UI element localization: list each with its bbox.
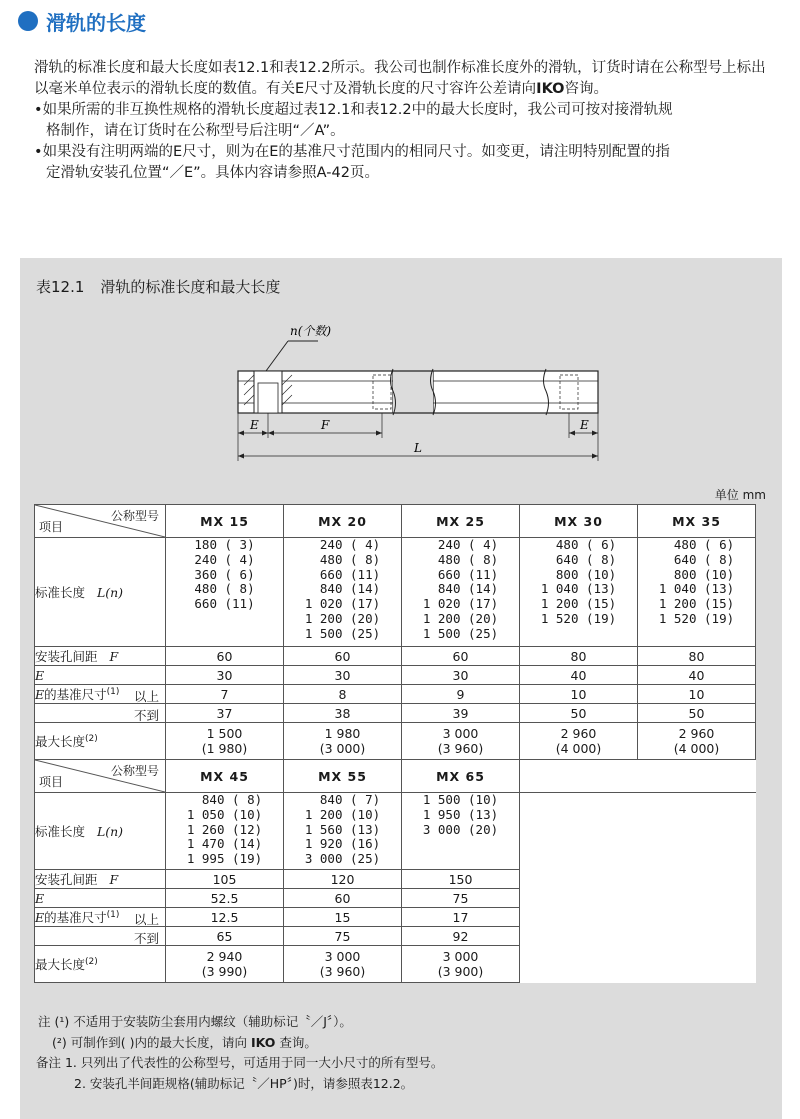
std-length-value: 1 520 (19) (540, 610, 617, 626)
e-ref-max-cell: 37 (166, 704, 284, 723)
table-row (35, 927, 756, 946)
intro-paragraph (34, 58, 774, 100)
empty-cell (520, 793, 638, 870)
e-ref-symbol: E (35, 910, 45, 925)
e-value-cell: 30 (402, 666, 520, 685)
e-ref-max-cell: 92 (402, 927, 520, 946)
row-label-max-length (35, 723, 166, 760)
max-length-cell (638, 723, 756, 760)
e-ref-min-label: 以上 (133, 912, 159, 927)
max-length-extended: (1 980) (201, 741, 248, 756)
spec-table (34, 504, 756, 983)
std-length-value: 800 (10) (658, 566, 735, 582)
max-length-extended: (4 000) (673, 741, 720, 756)
bullet-2-line-1: 如果没有注明两端的E尺寸，则为在E的基准尺寸范围内的相同尺寸。如变更，请注明特别配置的指 (42, 144, 670, 160)
std-length-value: 240 ( 4) (194, 551, 255, 567)
std-length-cell (402, 538, 520, 647)
row-label-hole-pitch (35, 647, 166, 666)
e-ref-min-cell: 17 (402, 908, 520, 927)
table-row (35, 723, 756, 760)
hole-pitch-cell: 60 (402, 647, 520, 666)
table-row (35, 889, 756, 908)
e-ref-min-cell: 10 (638, 685, 756, 704)
e-ref-min-cell: 9 (402, 685, 520, 704)
std-length-value: 360 ( 6) (194, 566, 255, 582)
max-length-cell (402, 946, 520, 983)
std-length-value: 180 ( 3) (194, 537, 255, 552)
std-length-symbol: L(n) (96, 824, 124, 839)
e-ref-max-cell: 50 (638, 704, 756, 723)
table-header-row (35, 760, 756, 793)
note-2-end: 查询。 (279, 1034, 317, 1050)
bullet-1 (34, 100, 774, 121)
std-length-value: 1 920 (16) (304, 836, 381, 852)
e-ref-min-cell: 7 (166, 685, 284, 704)
model-name-cell: MX 25 (402, 505, 520, 538)
max-length-value: 1 500 (206, 726, 243, 741)
note-2-text: (²) 可制作到( )内的最大长度，请向 (52, 1034, 247, 1050)
max-length-cell (520, 723, 638, 760)
e-ref-note: (1) (106, 686, 120, 697)
max-length-label: 最大长度 (35, 957, 86, 972)
std-length-value: 1 200 (15) (540, 596, 617, 612)
intro-para-end: 咨询。 (564, 81, 608, 97)
empty-cell (520, 927, 638, 946)
note-2 (38, 1033, 443, 1054)
table-row (35, 704, 756, 723)
bullet-2-cont (34, 163, 774, 184)
note-1: 注 (¹) 不适用于安装防尘套用内螺纹（辅助标记〝／J〞）。 (38, 1014, 352, 1029)
bullet-2 (34, 142, 774, 163)
std-length-value: 640 ( 8) (540, 551, 617, 567)
table-row (35, 538, 756, 647)
item-header-label: 项目 (39, 520, 64, 534)
std-length-cell (284, 793, 402, 870)
table-row (35, 946, 756, 983)
bullet-2-line-2: 定滑轨安装孔位置“／E”。具体内容请参照A-42页。 (46, 165, 379, 181)
table-row (35, 666, 756, 685)
e-value-cell: 75 (402, 889, 520, 908)
max-length-extended: (3 960) (437, 741, 484, 756)
e-ref-max-cell: 65 (166, 927, 284, 946)
std-length-value: 1 260 (12) (186, 821, 263, 837)
bullet-1-cont (34, 121, 774, 142)
row-label-e-value (35, 666, 166, 685)
e-ref-label: 的基准尺寸 (44, 687, 107, 702)
std-length-value: 480 ( 8) (422, 551, 499, 567)
n-label: n(个数) (290, 324, 332, 338)
bullet-dot-icon: • (34, 102, 43, 118)
hole-pitch-cell: 150 (402, 870, 520, 889)
e-value-cell: 40 (520, 666, 638, 685)
hole-pitch-cell: 120 (284, 870, 402, 889)
std-length-label: 标准长度 (35, 824, 86, 839)
std-length-value: 3 000 (25) (304, 851, 381, 867)
e-value-symbol: E (35, 890, 45, 906)
empty-cell (638, 908, 756, 927)
empty-cell (520, 946, 638, 983)
e-ref-min-cell: 8 (284, 685, 402, 704)
row-label-e-ref-max (35, 704, 166, 723)
std-length-value: 1 200 (15) (658, 596, 735, 612)
max-length-note: (2) (85, 733, 98, 744)
empty-cell (520, 908, 638, 927)
e-ref-label: 的基准尺寸 (44, 910, 107, 925)
empty-cell (638, 927, 756, 946)
table-title-text: 滑轨的标准长度和最大长度 (100, 278, 281, 296)
hole-pitch-label: 安装孔间距 (35, 649, 98, 664)
table-header-row (35, 505, 756, 538)
table-row (35, 647, 756, 666)
std-length-cell (166, 793, 284, 870)
max-length-extended: (4 000) (555, 741, 602, 756)
row-label-e-value (35, 889, 166, 908)
std-length-value: 480 ( 6) (540, 537, 617, 552)
std-length-value: 1 500 (25) (304, 625, 381, 641)
model-header-label: 公称型号 (110, 509, 159, 523)
hole-pitch-cell: 80 (638, 647, 756, 666)
iko-brand: IKO (536, 81, 565, 97)
model-name-cell: MX 65 (402, 760, 520, 793)
std-length-value: 840 ( 7) (304, 792, 381, 807)
max-length-extended: (3 000) (319, 741, 366, 756)
l-label: L (414, 441, 422, 455)
std-length-value: 840 (14) (422, 581, 499, 597)
std-length-value: 1 500 (25) (422, 625, 499, 641)
max-length-cell (166, 723, 284, 760)
hole-pitch-cell: 80 (520, 647, 638, 666)
std-length-value: 1 995 (19) (186, 851, 263, 867)
rail-diagram (218, 313, 608, 463)
max-length-extended: (3 990) (201, 964, 248, 979)
e-value-cell: 40 (638, 666, 756, 685)
e-ref-max-cell: 50 (520, 704, 638, 723)
e-ref-symbol: E (35, 687, 45, 702)
std-length-value: 1 520 (19) (658, 610, 735, 626)
std-length-value: 1 950 (13) (422, 806, 499, 822)
intro-para-text: 滑轨的标准长度和最大长度如表12.1和表12.2所示。我公司也制作标准长度外的滑轨，订货时请在公称型号上标出以毫米单位表示的滑轨长度的数值。有关E尺寸及滑轨长度的尺寸容许公差请向 (34, 60, 766, 97)
e-ref-max-cell: 39 (402, 704, 520, 723)
max-length-cell (284, 946, 402, 983)
e-ref-min-label: 以上 (133, 689, 159, 704)
max-length-value: 3 000 (442, 949, 479, 964)
row-label-std-length (35, 793, 166, 870)
empty-cell (638, 946, 756, 983)
unit-label: 单位 mm (714, 488, 766, 502)
e-ref-max-cell: 38 (284, 704, 402, 723)
e-value-cell: 60 (284, 889, 402, 908)
e-right-label: E (580, 418, 589, 432)
table-row (35, 870, 756, 889)
std-length-value: 480 ( 8) (194, 581, 255, 597)
iko-brand: IKO (250, 1034, 276, 1050)
empty-cell (638, 870, 756, 889)
std-length-value: 240 ( 4) (304, 537, 381, 552)
e-ref-note: (1) (106, 909, 120, 920)
std-length-label: 标准长度 (35, 585, 86, 600)
max-length-extended: (3 960) (319, 964, 366, 979)
std-length-value: 840 ( 8) (186, 792, 263, 807)
hole-pitch-symbol: F (109, 872, 119, 887)
std-length-value: 1 200 (10) (304, 806, 381, 822)
hole-pitch-symbol: F (109, 649, 119, 664)
empty-cell (520, 870, 638, 889)
model-name-cell: MX 20 (284, 505, 402, 538)
std-length-value: 660 (11) (304, 566, 381, 582)
max-length-value: 2 960 (678, 726, 715, 741)
empty-cell (638, 889, 756, 908)
row-label-e-ref-max (35, 927, 166, 946)
std-length-value: 660 (11) (422, 566, 499, 582)
std-length-value: 1 500 (10) (422, 792, 499, 807)
e-ref-min-cell: 15 (284, 908, 402, 927)
f-label: F (321, 418, 330, 432)
row-label-e-ref-min (35, 908, 166, 927)
e-ref-max-label: 不到 (133, 931, 159, 946)
std-length-cell (166, 538, 284, 647)
std-length-value: 1 020 (17) (304, 596, 381, 612)
e-left-label: E (250, 418, 259, 432)
std-length-symbol: L(n) (96, 585, 124, 600)
model-header-label: 公称型号 (110, 764, 159, 778)
max-length-note: (2) (85, 956, 98, 967)
std-length-value: 1 020 (17) (422, 596, 499, 612)
model-name-cell: MX 15 (166, 505, 284, 538)
max-length-value: 3 000 (324, 949, 361, 964)
model-name-cell: MX 30 (520, 505, 638, 538)
table-title (36, 276, 280, 297)
std-length-value: 1 470 (14) (186, 836, 263, 852)
max-length-value: 3 000 (442, 726, 479, 741)
item-header-label: 项目 (39, 775, 64, 789)
table-row (35, 908, 756, 927)
max-length-cell (402, 723, 520, 760)
max-length-cell (284, 723, 402, 760)
e-ref-min-cell: 12.5 (166, 908, 284, 927)
empty-cell (638, 793, 756, 870)
intro-text (34, 58, 774, 184)
bullet-1-line-2: 格制作，请在订货时在公称型号后注明“／A”。 (46, 123, 345, 139)
hole-pitch-cell: 60 (166, 647, 284, 666)
std-length-value: 1 200 (20) (304, 610, 381, 626)
std-length-value: 240 ( 4) (422, 537, 499, 552)
std-length-value: 660 (11) (194, 596, 255, 612)
std-length-value: 1 040 (13) (540, 581, 617, 597)
header-corner-cell (35, 505, 166, 538)
std-length-cell (284, 538, 402, 647)
std-length-value: 3 000 (20) (422, 821, 499, 837)
std-length-cell (638, 538, 756, 647)
std-length-value: 800 (10) (540, 566, 617, 582)
empty-cell (520, 760, 638, 793)
model-name-cell: MX 35 (638, 505, 756, 538)
e-ref-max-label: 不到 (133, 708, 159, 723)
std-length-value: 1 200 (20) (422, 610, 499, 626)
remark-1: 备注 1. 只列出了代表性的公称型号，可适用于同一大小尺寸的所有型号。 (36, 1055, 444, 1070)
empty-cell (638, 760, 756, 793)
e-ref-min-cell: 10 (520, 685, 638, 704)
model-name-cell: MX 45 (166, 760, 284, 793)
table-row (35, 685, 756, 704)
row-label-e-ref-min (35, 685, 166, 704)
row-label-hole-pitch (35, 870, 166, 889)
bullet-1-line-1: 如果所需的非互换性规格的滑轨长度超过表12.1和表12.2中的最大长度时，我公司可按对接滑轨规 (42, 102, 673, 118)
hole-pitch-cell: 105 (166, 870, 284, 889)
std-length-cell (520, 538, 638, 647)
e-value-cell: 30 (284, 666, 402, 685)
max-length-value: 2 940 (206, 949, 243, 964)
table-row (35, 793, 756, 870)
std-length-value: 480 ( 8) (304, 551, 381, 567)
std-length-value: 1 050 (10) (186, 806, 263, 822)
row-label-max-length (35, 946, 166, 983)
std-length-value: 640 ( 8) (658, 551, 735, 567)
section-heading (18, 8, 146, 34)
max-length-cell (166, 946, 284, 983)
std-length-value: 840 (14) (304, 581, 381, 597)
std-length-cell (402, 793, 520, 870)
heading-bullet-icon (18, 11, 38, 31)
std-length-value: 1 560 (13) (304, 821, 381, 837)
section-title: 滑轨的长度 (46, 10, 146, 35)
std-length-value: 480 ( 6) (658, 537, 735, 552)
bullet-dot-icon: • (34, 144, 43, 160)
model-name-cell: MX 55 (284, 760, 402, 793)
std-length-value: 1 040 (13) (658, 581, 735, 597)
e-value-cell: 30 (166, 666, 284, 685)
e-value-cell: 52.5 (166, 889, 284, 908)
table-number: 表12.1 (36, 278, 85, 296)
hole-pitch-cell: 60 (284, 647, 402, 666)
remark-2: 2. 安装孔半间距规格(辅助标记〝／HP〞)时，请参照表12.2。 (74, 1075, 414, 1091)
notes (38, 1012, 443, 1094)
empty-cell (520, 889, 638, 908)
header-corner-cell (35, 760, 166, 793)
e-value-symbol: E (35, 667, 45, 683)
max-length-label: 最大长度 (35, 734, 86, 749)
row-label-std-length (35, 538, 166, 647)
hole-pitch-label: 安装孔间距 (35, 872, 98, 887)
max-length-value: 1 980 (324, 726, 361, 741)
table-panel (20, 258, 782, 1119)
max-length-extended: (3 900) (437, 964, 484, 979)
max-length-value: 2 960 (560, 726, 597, 741)
e-ref-max-cell: 75 (284, 927, 402, 946)
